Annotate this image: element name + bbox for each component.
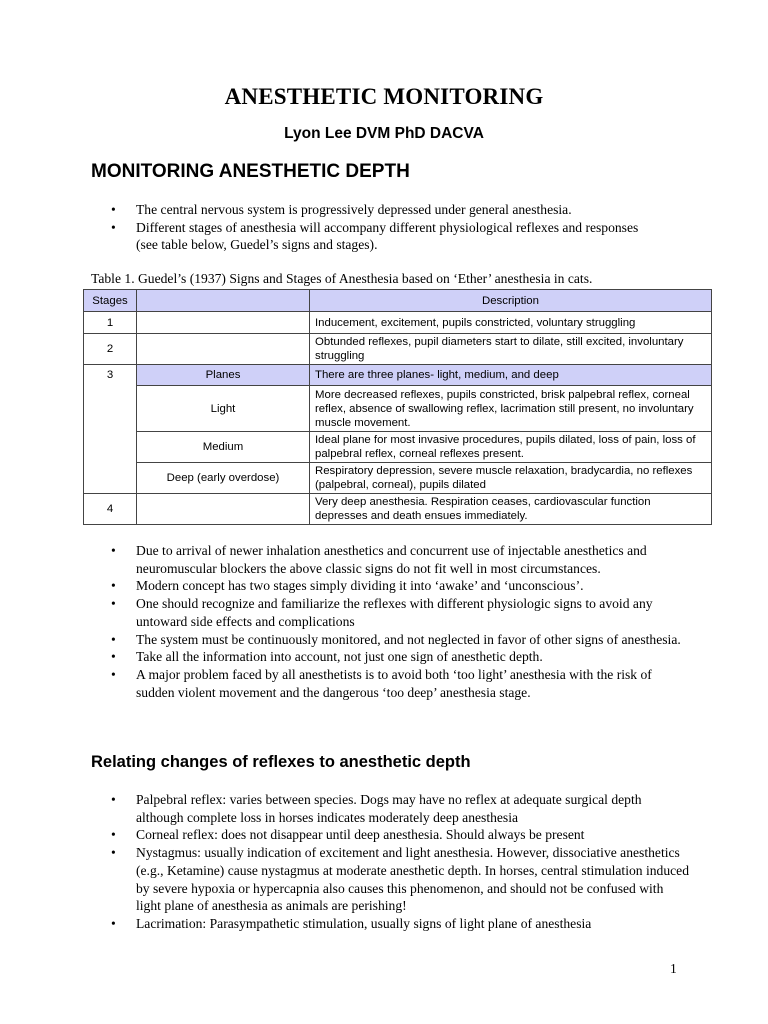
description-cell: More decreased reflexes, pupils constricted, brisk palpebral reflex, corneal reflex, absence of swallowing reflex, lacrimation still present, no involuntary muscle movement. xyxy=(310,386,712,432)
intro-bullet-list xyxy=(91,201,651,254)
modern-concept-bullet-list xyxy=(91,542,691,701)
description-cell: Ideal plane for most invasive procedures, pupils dilated, loss of pain, loss of palpebral reflex, corneal reflexes present. xyxy=(310,432,712,463)
list-item: • Palpebral reflex: varies between species. Dogs may have no reflex at adequate surgical depth although complete loss in horses indicates moderately deep anesthesia xyxy=(91,791,691,826)
table-header-row xyxy=(84,290,712,312)
description-cell: Obtunded reflexes, pupil diameters start to dilate, still excited, involuntary struggling xyxy=(310,334,712,365)
table-row xyxy=(84,312,712,334)
section-heading-anesthetic-depth: MONITORING ANESTHETIC DEPTH xyxy=(91,161,410,182)
description-cell: Very deep anesthesia. Respiration ceases, cardiovascular function depresses and death ensues immediately. xyxy=(310,494,712,525)
list-item: • Lacrimation: Parasympathetic stimulation, usually signs of light plane of anesthesia xyxy=(91,915,691,933)
list-item: • A major problem faced by all anesthetists is to avoid both ‘too light’ anesthesia with the risk of sudden violent movement and the dangerous ‘too deep’ anesthesia stage. xyxy=(91,666,691,701)
table-caption: Table 1. Guedel’s (1937) Signs and Stages of Anesthesia based on ‘Ether’ anesthesia in cats. xyxy=(91,271,593,286)
reflexes-bullet-list xyxy=(91,791,691,933)
header-description: Description xyxy=(310,290,712,312)
table-row xyxy=(84,494,712,525)
table-row xyxy=(84,432,712,463)
plane-cell xyxy=(137,494,310,525)
table-row xyxy=(84,365,712,386)
list-item: • Corneal reflex: does not disappear until deep anesthesia. Should always be present xyxy=(91,826,691,844)
document-title: ANESTHETIC MONITORING xyxy=(224,84,544,109)
plane-cell: Planes xyxy=(137,365,310,386)
stage-cell: 4 xyxy=(84,494,137,525)
description-cell: Respiratory depression, severe muscle relaxation, bradycardia, no reflexes (palpebral, corneal), pupils dilated xyxy=(310,463,712,494)
page-number: 1 xyxy=(670,961,677,976)
stage-cell xyxy=(84,463,137,494)
plane-cell: Medium xyxy=(137,432,310,463)
plane-cell xyxy=(137,334,310,365)
stage-cell xyxy=(84,432,137,463)
table-row xyxy=(84,386,712,432)
table-row xyxy=(84,334,712,365)
section-heading-reflexes: Relating changes of reflexes to anesthetic depth xyxy=(91,753,471,771)
list-item: • Due to arrival of newer inhalation anesthetics and concurrent use of injectable anesthetics and neuromuscular blockers the above classic signs do not fit well in most circumstances. xyxy=(91,542,691,577)
plane-cell: Light xyxy=(137,386,310,432)
list-item: • Nystagmus: usually indication of excitement and light anesthesia. However, dissociative anesthetics (e.g., Ketamine) cause nystagmus at moderate anesthetic depth. In horses, central stimulation induced by severe hypoxia or hypercapnia also causes this phenomenon, and should not be confused with light plane of anesthesia as animals are perishing! xyxy=(91,844,691,915)
list-item: • Modern concept has two stages simply dividing it into ‘awake’ and ‘unconscious’. xyxy=(91,577,691,595)
list-item: • Different stages of anesthesia will accompany different physiological reflexes and responses (see table below, Guedel’s signs and stages). xyxy=(91,219,651,254)
stage-cell xyxy=(84,386,137,432)
list-item: • One should recognize and familiarize the reflexes with different physiologic signs to avoid any untoward side effects and complications xyxy=(91,595,691,630)
header-planes xyxy=(137,290,310,312)
stage-cell: 2 xyxy=(84,334,137,365)
plane-cell xyxy=(137,312,310,334)
guedel-stages-table xyxy=(83,289,712,525)
stage-cell: 3 xyxy=(84,365,137,386)
header-stages: Stages xyxy=(84,290,137,312)
list-item: • The system must be continuously monitored, and not neglected in favor of other signs of anesthesia. xyxy=(91,631,691,649)
description-cell: There are three planes- light, medium, and deep xyxy=(310,365,712,386)
author-line: Lyon Lee DVM PhD DACVA xyxy=(284,125,484,142)
stage-cell: 1 xyxy=(84,312,137,334)
plane-cell: Deep (early overdose) xyxy=(137,463,310,494)
table-row xyxy=(84,463,712,494)
list-item: • Take all the information into account, not just one sign of anesthetic depth. xyxy=(91,648,691,666)
list-item: • The central nervous system is progressively depressed under general anesthesia. xyxy=(91,201,651,219)
description-cell: Inducement, excitement, pupils constricted, voluntary struggling xyxy=(310,312,712,334)
